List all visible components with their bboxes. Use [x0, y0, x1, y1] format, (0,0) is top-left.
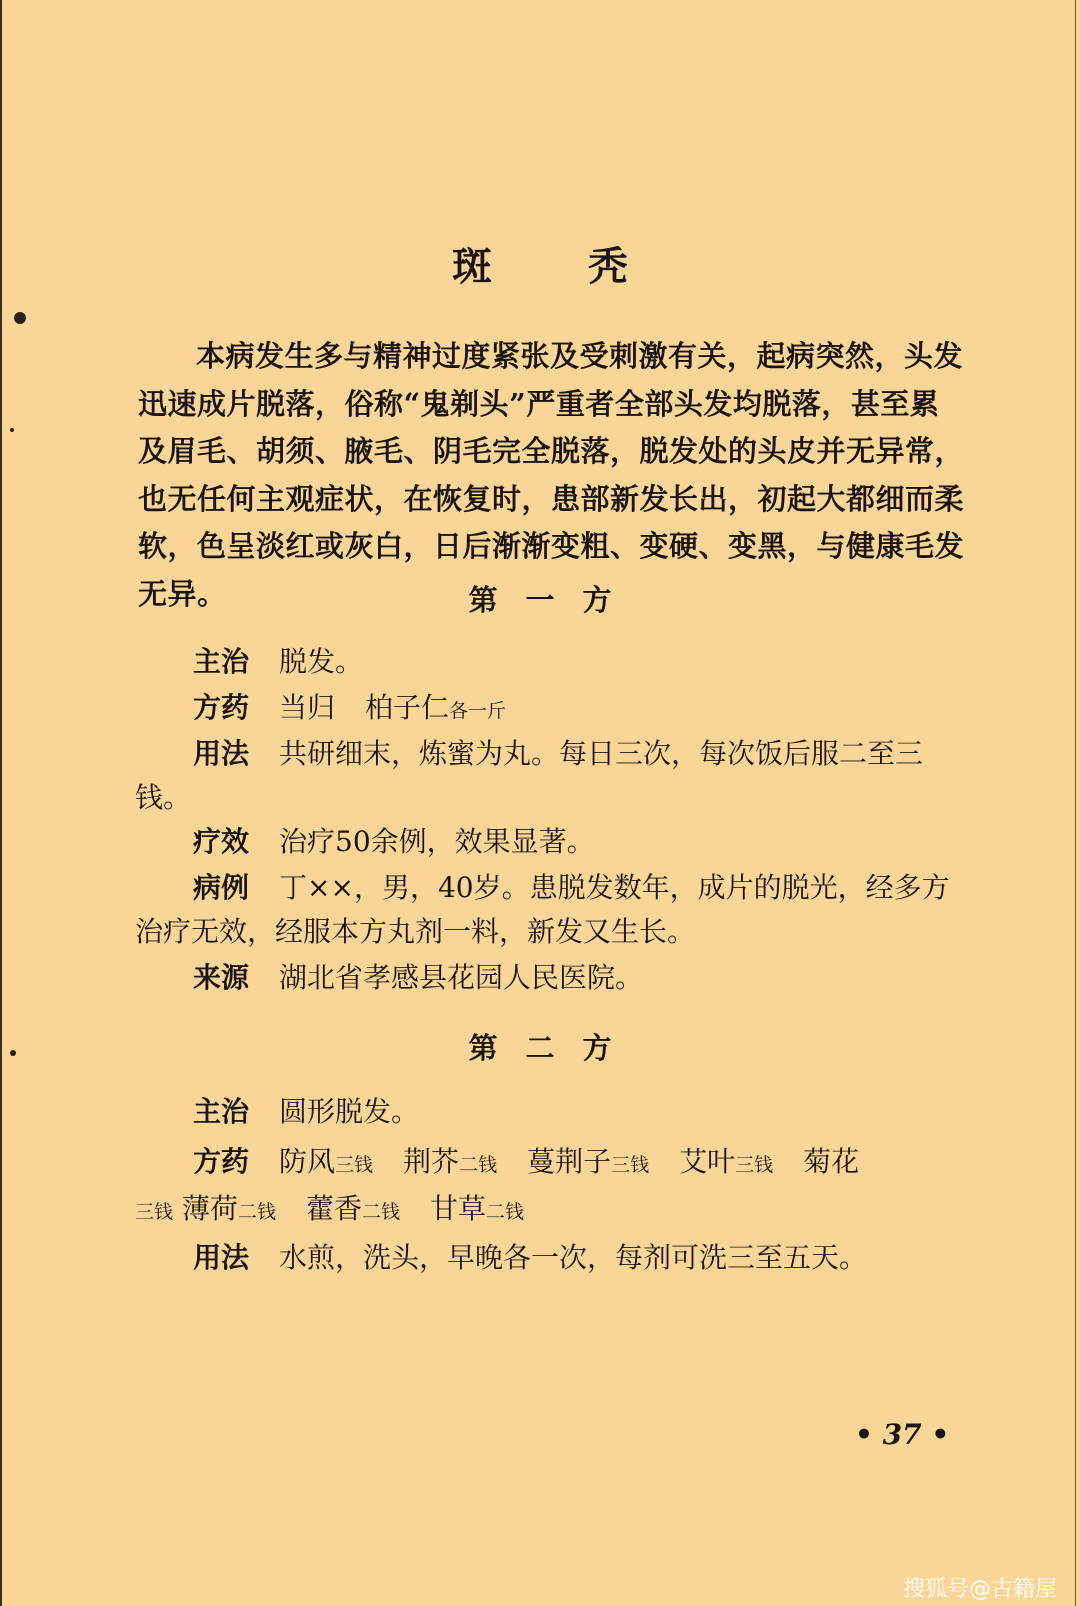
herb-name: 当归 [279, 691, 336, 724]
herb-dose: 二钱 [237, 1201, 276, 1223]
watermark: 搜狐号@古籍屋 [903, 1577, 1058, 1602]
herb-name: 艾叶 [679, 1145, 736, 1178]
herb-dose: 三钱 [735, 1154, 774, 1176]
prescription-1-efficacy [135, 820, 970, 864]
indication-label: 主治 [193, 645, 250, 678]
herb-name: 甘草 [429, 1192, 486, 1225]
herb-name: 薄荷 [181, 1192, 238, 1225]
usage-text: 水煎，洗头，早晚各一次，每剂可洗三至五天。 [279, 1241, 868, 1274]
intro-paragraph [138, 333, 968, 618]
prescription-2-usage [135, 1236, 970, 1280]
indication-label: 主治 [193, 1095, 250, 1128]
prescription-2-formula [135, 1140, 970, 1234]
case-text: 丁××，男，40岁。患脱发数年，成片的脱光，经多方治疗无效，经服本方丸剂一料，新发又生长。 [135, 871, 950, 948]
herb-dose: 二钱 [459, 1154, 498, 1176]
herb-name: 荆芥 [403, 1145, 460, 1178]
formula-label: 方药 [193, 691, 250, 724]
prescription-1-usage [135, 732, 970, 820]
herb-dose: 各一斤 [449, 700, 507, 722]
herb-name: 蔓荆子 [527, 1145, 612, 1178]
prescription-1-case [135, 866, 970, 954]
formula-label: 方药 [193, 1145, 250, 1178]
ink-speck [10, 428, 14, 432]
usage-label: 用法 [193, 1241, 250, 1274]
prescription-2-indication [135, 1090, 970, 1134]
page-title: 斑秃 [452, 243, 724, 290]
herb-name: 防风 [279, 1145, 336, 1178]
prescription-2-heading: 第二方 [468, 1031, 640, 1065]
prescription-1-heading: 第一方 [468, 583, 640, 617]
usage-text: 共研细末，炼蜜为丸。每日三次，每次饭后服二至三钱。 [135, 737, 924, 814]
page-number: • 37 • [855, 1418, 950, 1451]
usage-label: 用法 [193, 737, 250, 770]
prescription-1-source [135, 956, 970, 1000]
source-text: 湖北省孝感县花园人民医院。 [279, 961, 644, 994]
herb-name: 柏子仁 [365, 691, 450, 724]
herb-dose: 三钱 [135, 1201, 174, 1223]
herb-dose: 二钱 [361, 1201, 400, 1223]
ink-speck [14, 312, 26, 324]
prescription-1-formula [135, 686, 970, 733]
herb-dose: 三钱 [611, 1154, 650, 1176]
herb-dose: 三钱 [335, 1154, 374, 1176]
case-label: 病例 [193, 871, 250, 904]
herb-name: 菊花 [803, 1145, 860, 1178]
herb-dose: 二钱 [486, 1201, 525, 1223]
efficacy-text: 治疗50余例，效果显著。 [279, 825, 595, 858]
indication-text: 脱发。 [279, 645, 364, 678]
intro-text: 本病发生多与精神过度紧张及受刺激有关，起病突然，头发迅速成片脱落，俗称“鬼剃头”严重者全部头发均脱落，甚至累及眉毛、胡须、腋毛、阴毛完全脱落，脱发处的头皮并无异常，也无任何主观症状，在恢复时，患部新发长出，初起大都细而柔软，色呈淡红或灰白，日后渐渐变粗、变硬、变黑，与健康毛发无异。 [138, 339, 965, 611]
source-label: 来源 [193, 961, 250, 994]
efficacy-label: 疗效 [193, 825, 250, 858]
herb-name: 藿香 [305, 1192, 362, 1225]
prescription-1-indication [135, 640, 970, 684]
indication-text: 圆形脱发。 [279, 1095, 420, 1128]
